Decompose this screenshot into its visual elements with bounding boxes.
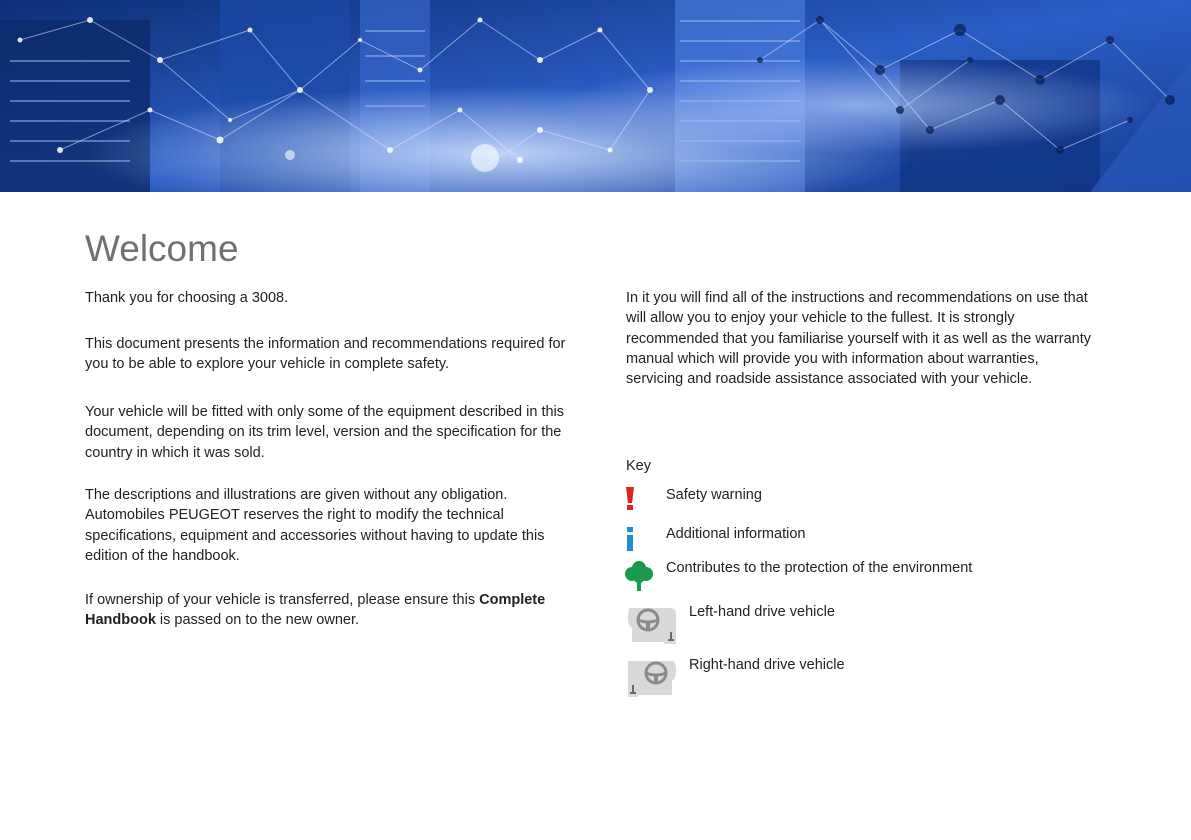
equipment-paragraph: Your vehicle will be fitted with only some of the equipment described in this document, depending on its trim level, version and the specification for the country in which it was sold. xyxy=(85,404,565,461)
info-icon xyxy=(624,527,636,551)
city-network-illustration xyxy=(0,0,1191,192)
instructions-paragraph: In it you will find all of the instructions and recommendations on use that will allow you to enjoy your vehicle to the fullest. It is strongly recommended that you familiarise yourself with it as well as the warranty manual which will provide you with information about warranties, servicing and roadside assistance associated with your vehicle. xyxy=(626,290,1091,388)
key-heading: Key xyxy=(626,458,651,474)
page-title: Welcome xyxy=(85,228,239,269)
key-item-label: Right-hand drive vehicle xyxy=(689,657,845,673)
document-purpose-paragraph: This document presents the information and recommendations required for you to be able to explore your vehicle in complete safety. xyxy=(85,336,566,373)
obligation-paragraph: The descriptions and illustrations are given without any obligation. Automobiles PEUGEOT reserves the right to modify the technical specifications, equipment and accessories without having to update this edition of the handbook. xyxy=(85,487,545,564)
ownership-paragraph xyxy=(85,590,585,631)
header-banner-image xyxy=(0,0,1191,192)
ownership-text-after: is passed on to the new owner. xyxy=(155,612,360,629)
ownership-text-before: If ownership of your vehicle is transferred, please ensure this xyxy=(85,592,480,608)
key-item-label: Contributes to the protection of the environment xyxy=(666,560,973,576)
complete-handbook-emphasis: Complete Handbook xyxy=(85,592,546,629)
right-hand-drive-icon xyxy=(626,657,678,698)
tree-icon xyxy=(625,560,653,591)
key-item-label: Safety warning xyxy=(666,487,762,503)
intro-paragraph: Thank you for choosing a 3008. xyxy=(85,290,289,306)
key-item-label: Additional information xyxy=(666,526,806,542)
left-hand-drive-icon xyxy=(626,604,678,645)
key-item-label: Left-hand drive vehicle xyxy=(689,604,835,620)
exclamation-icon xyxy=(624,487,636,511)
